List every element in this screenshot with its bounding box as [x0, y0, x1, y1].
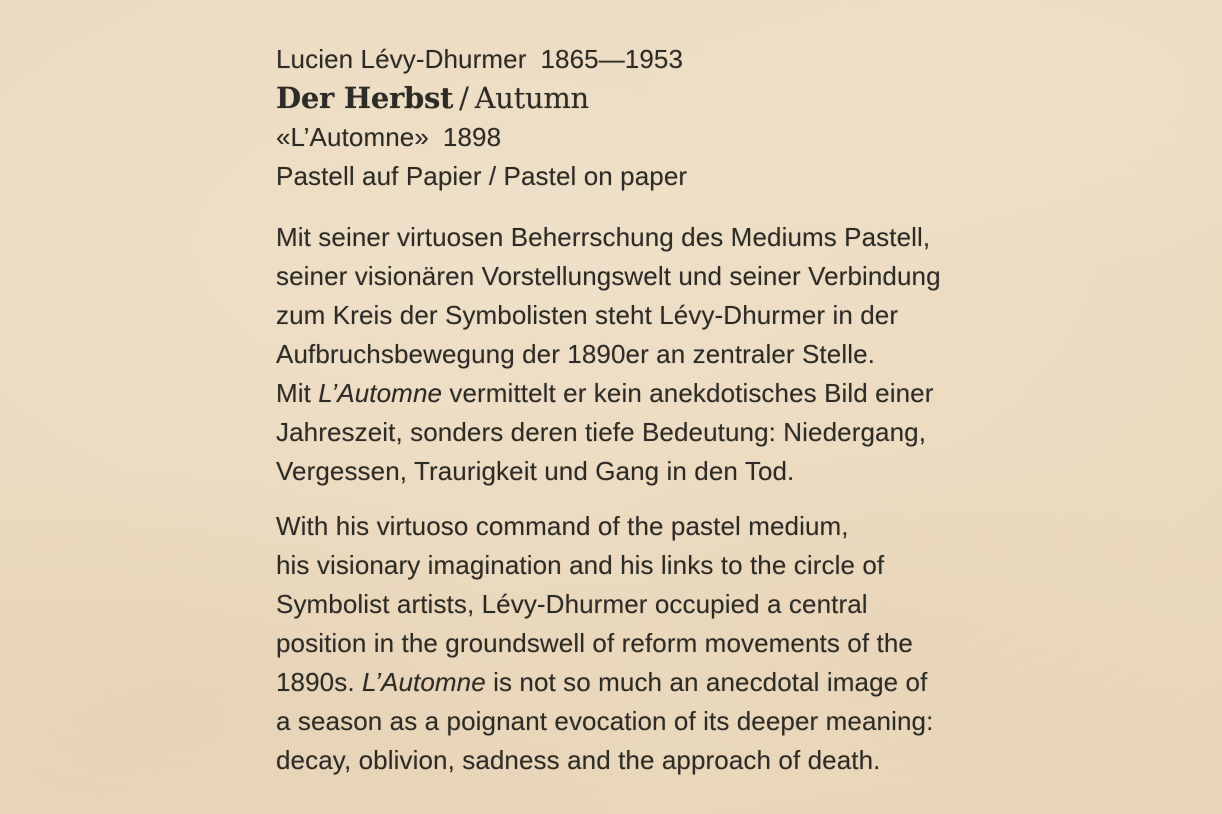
title-separator: /	[459, 81, 469, 115]
text-segment: Vergessen, Traurigkeit und Gang in den Tod.	[276, 456, 795, 486]
text-line	[276, 296, 996, 335]
title-line	[276, 79, 996, 118]
artist-line	[276, 40, 996, 79]
artist-dates: 1865—1953	[540, 44, 684, 74]
text-line	[276, 624, 996, 663]
text-segment: decay, oblivion, sadness and the approach of death.	[276, 745, 881, 775]
text-segment: is not so much an anecdotal image of	[485, 667, 928, 697]
medium-line: Pastell auf Papier / Pastel on paper	[276, 161, 688, 191]
text-line	[276, 413, 996, 452]
text-line	[276, 546, 996, 585]
text-segment: 1890s.	[276, 667, 362, 697]
work-year: 1898	[442, 122, 502, 152]
text-line	[276, 507, 996, 546]
original-title: «L’Automne»	[276, 122, 429, 152]
paragraph-english	[276, 507, 996, 780]
italic-work-title: L’Automne	[318, 378, 443, 408]
text-segment: Mit	[276, 378, 319, 408]
text-segment: With his virtuoso command of the pastel medium,	[276, 511, 849, 541]
text-line	[276, 218, 996, 257]
paragraph-german	[276, 218, 996, 491]
text-line	[276, 663, 996, 702]
text-line	[276, 585, 996, 624]
text-line	[276, 741, 996, 780]
text-line	[276, 452, 996, 491]
text-line	[276, 335, 996, 374]
text-segment: Symbolist artists, Lévy-Dhurmer occupied a central	[276, 589, 868, 619]
museum-label	[276, 40, 996, 780]
original-title-line	[276, 118, 996, 157]
text-segment: position in the groundswell of reform movements of the	[276, 628, 913, 658]
text-line	[276, 702, 996, 741]
text-line	[276, 374, 996, 413]
artist-name: Lucien Lévy-Dhurmer	[276, 44, 527, 74]
italic-work-title: L’Automne	[362, 667, 486, 697]
text-segment: zum Kreis der Symbolisten steht Lévy-Dhurmer in der	[276, 300, 899, 330]
text-segment: Mit seiner virtuosen Beherrschung des Mediums Pastell,	[276, 222, 931, 252]
text-segment: Jahreszeit, sonders deren tiefe Bedeutung: Niedergang,	[276, 417, 927, 447]
text-segment: a season as a poignant evocation of its deeper meaning:	[276, 706, 934, 736]
text-segment: Aufbruchsbewegung der 1890er an zentraler Stelle.	[276, 339, 875, 369]
text-segment: his visionary imagination and his links to the circle of	[276, 550, 885, 580]
title-english: Autumn	[474, 81, 589, 115]
text-line	[276, 257, 996, 296]
text-segment: seiner visionären Vorstellungswelt und seiner Verbindung	[276, 261, 941, 291]
text-segment: vermittelt er kein anekdotisches Bild einer	[442, 378, 934, 408]
title-german: Der Herbst	[276, 81, 454, 115]
